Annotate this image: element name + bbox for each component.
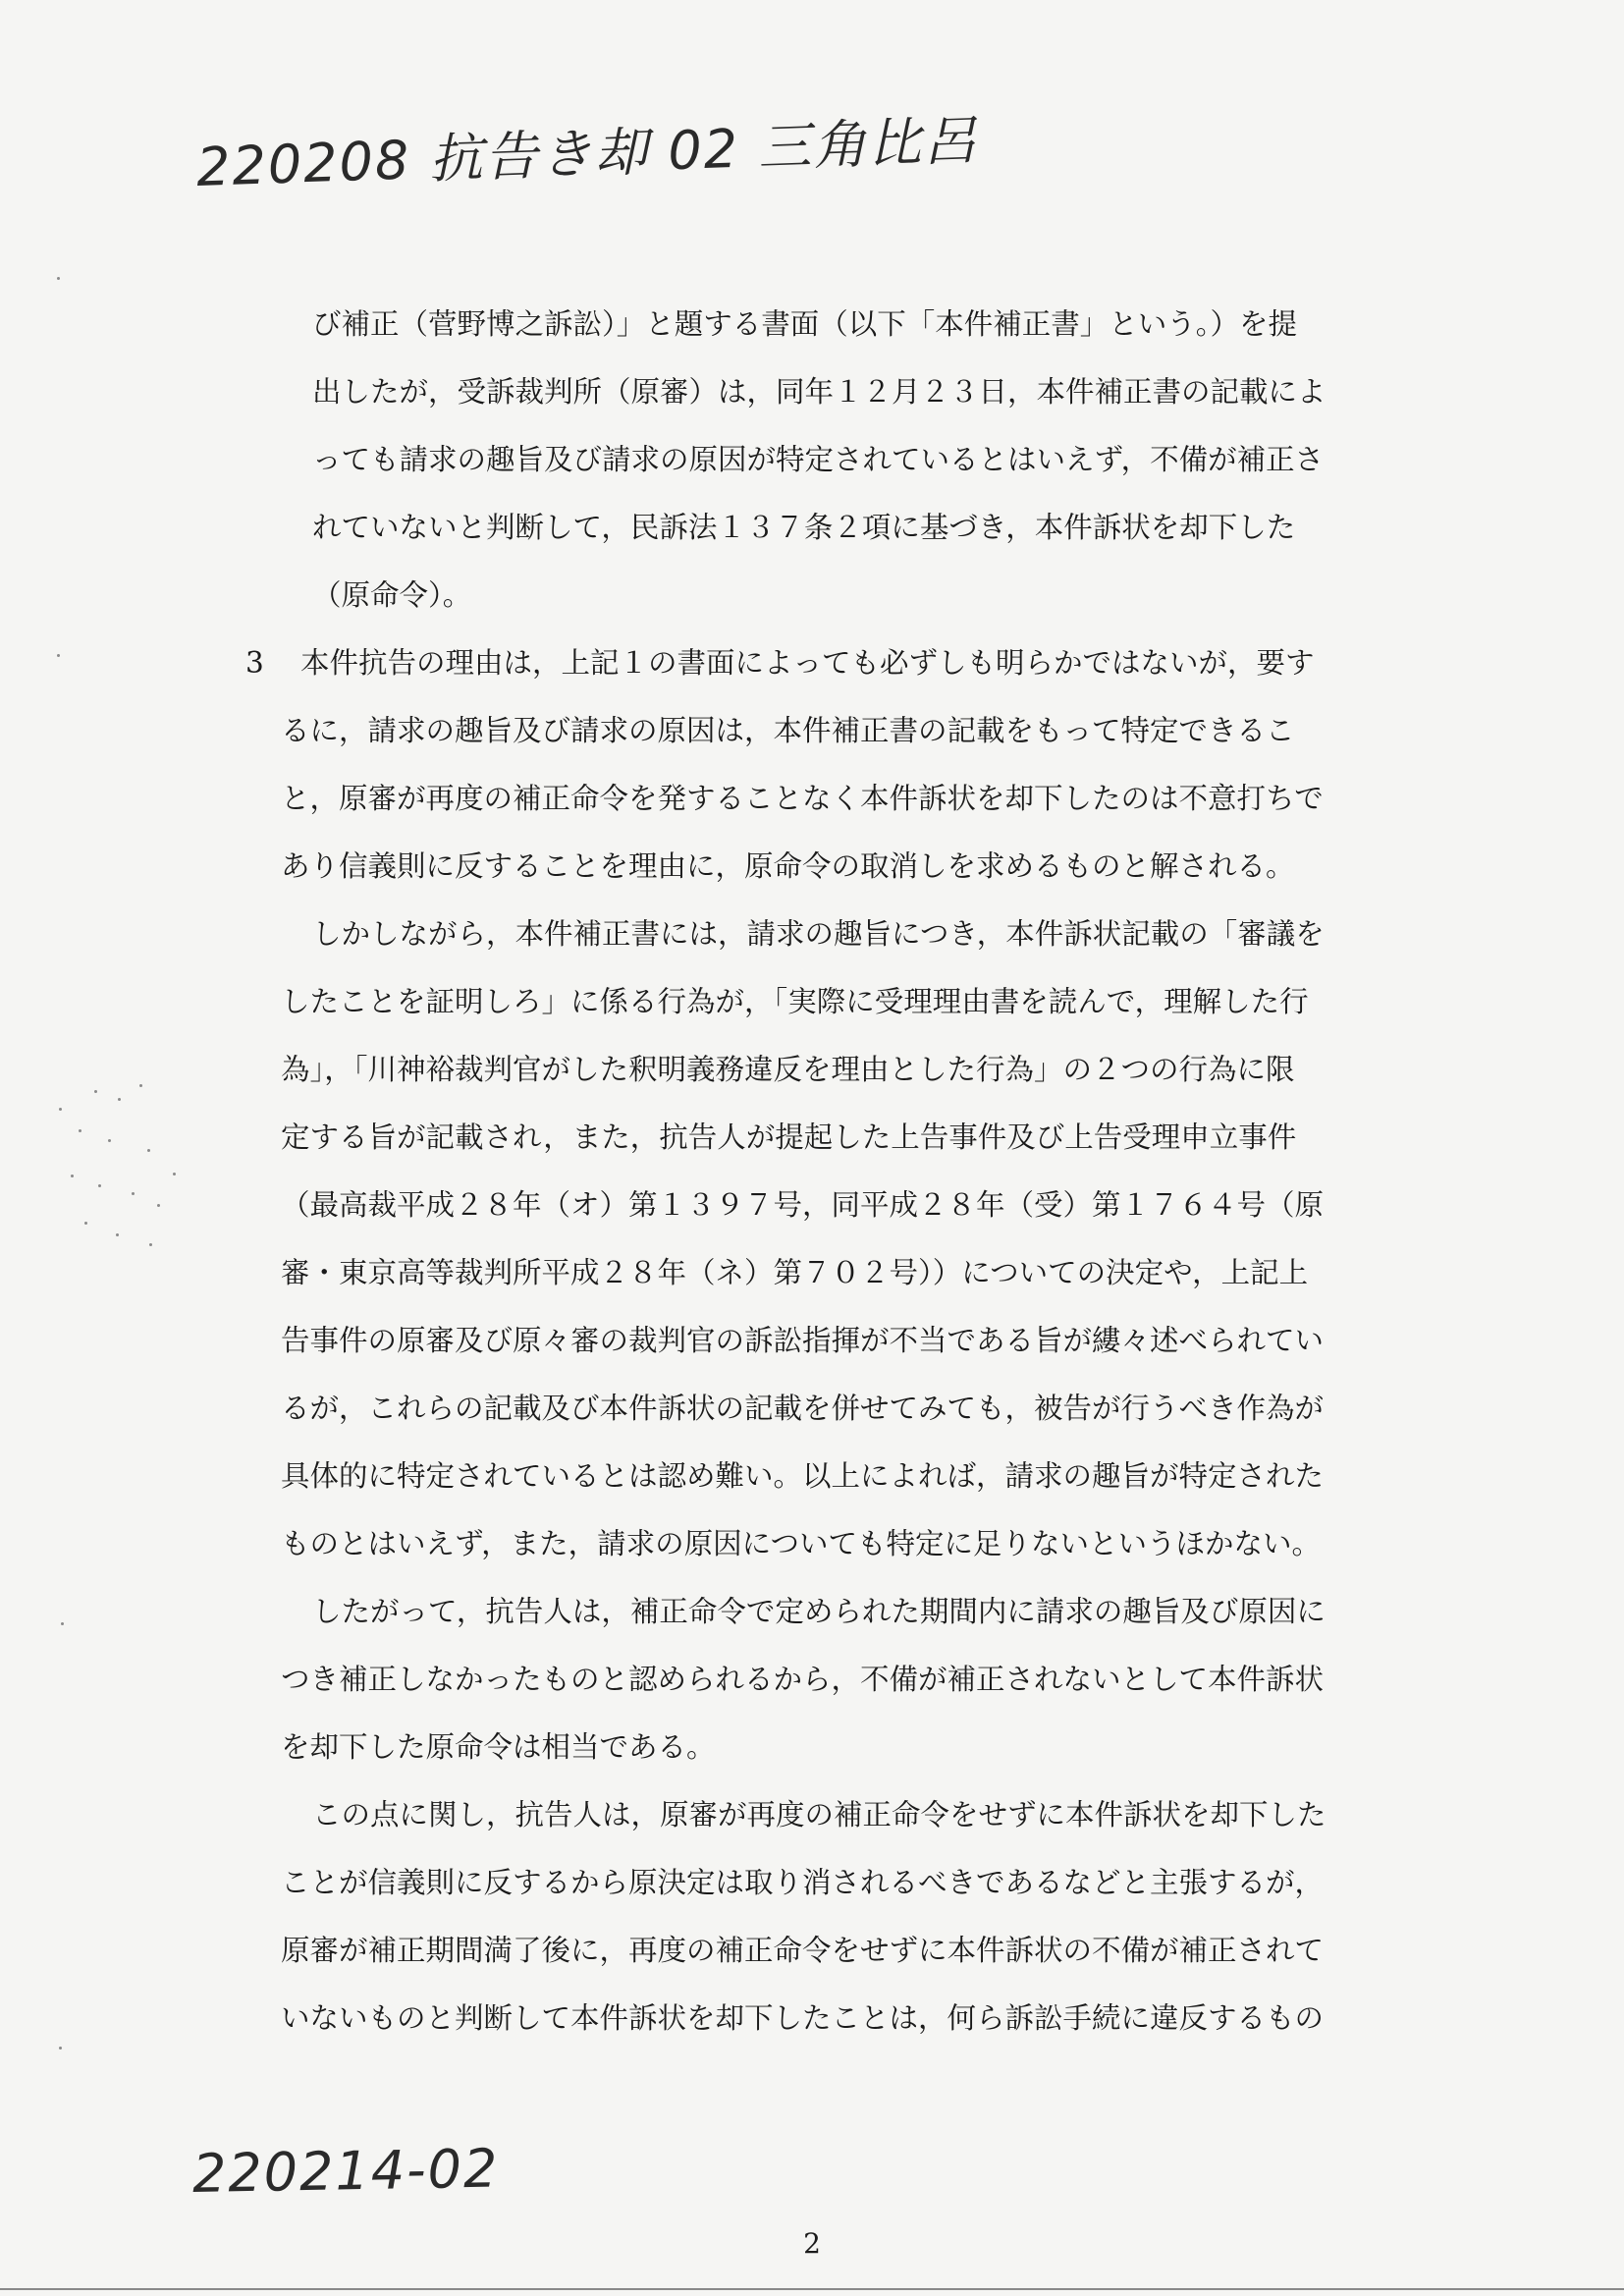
text-line: つき補正しなかったものと認められるから，不備が補正されないとして本件訴状	[281, 1663, 1325, 1696]
text-line: 原審が補正期間満了後に，再度の補正命令をせずに本件訴状の不備が補正されて	[281, 1934, 1325, 1967]
text-line: したことを証明しろ」に係る行為が，「実際に受理理由書を読んで，理解した行	[281, 985, 1309, 1018]
text-line: 審・東京高等裁判所平成２８年（ネ）第７０２号））についての決定や，上記上	[281, 1256, 1309, 1289]
text-line: ことが信義則に反するから原決定は取り消されるべきであるなどと主張するが，	[281, 1866, 1325, 1899]
document-body	[245, 291, 1522, 2052]
text-line: この点に関し，抗告人は，原審が再度の補正命令をせずに本件訴状を却下した	[312, 1798, 1326, 1831]
text-line: したがって，抗告人は，補正命令で定められた期間内に請求の趣旨及び原因に	[312, 1595, 1326, 1628]
section-number: 3	[245, 646, 264, 680]
text-line: 具体的に特定されているとは認め難い。以上によれば，請求の趣旨が特定された	[281, 1459, 1325, 1493]
text-line: しかしながら，本件補正書には，請求の趣旨につき，本件訴状記載の「審議を	[312, 917, 1325, 951]
text-line: っても請求の趣旨及び請求の原因が特定されているとはいえず，不備が補正さ	[312, 443, 1325, 476]
text-line: るが，これらの記載及び本件訴状の記載を併せてみても，被告が行うべき作為が	[281, 1392, 1325, 1425]
text-line: び補正（菅野博之訴訟）」と題する書面（以下「本件補正書」という。）を提	[312, 307, 1298, 341]
handwritten-annotation-top: 220208 抗告き却 02 三角比呂	[195, 109, 980, 198]
text-line: ものとはいえず，また，請求の原因についても特定に足りないというほかない。	[281, 1527, 1322, 1560]
text-line: 為」，「川神裕裁判官がした釈明義務違反を理由とした行為」の２つの行為に限	[281, 1053, 1295, 1086]
text-line: 本件抗告の理由は，上記１の書面によっても必ずしも明らかではないが，要す	[300, 646, 1315, 680]
numbered-line	[245, 629, 1522, 697]
text-line: 出したが，受訴裁判所（原審）は，同年１２月２３日，本件補正書の記載によ	[312, 375, 1326, 409]
text-line: るに，請求の趣旨及び請求の原因は，本件補正書の記載をもって特定できるこ	[281, 714, 1295, 747]
text-line: を却下した原命令は相当である。	[281, 1730, 716, 1764]
page-number: 2	[803, 2227, 821, 2260]
scan-edge	[0, 2288, 1624, 2290]
text-line: 定する旨が記載され，また，抗告人が提起した上告事件及び上告受理申立事件	[281, 1121, 1297, 1154]
text-line: （原命令）。	[312, 578, 472, 612]
text-line: あり信義則に反することを理由に，原命令の取消しを求めるものと解される。	[281, 849, 1295, 883]
text-line: （最高裁平成２８年（オ）第１３９７号，同平成２８年（受）第１７６４号（原	[281, 1188, 1325, 1222]
text-line: と，原審が再度の補正命令を発することなく本件訴状を却下したのは不意打ちで	[281, 782, 1324, 815]
text-line: いないものと判断して本件訴状を却下したことは，何ら訴訟手続に違反するもの	[281, 2001, 1325, 2035]
text-line: れていないと判断して，民訴法１３７条２項に基づき，本件訴状を却下した	[312, 511, 1296, 544]
text-line: 告事件の原審及び原々審の裁判官の訴訟指揮が不当である旨が縷々述べられてい	[281, 1324, 1325, 1357]
handwritten-annotation-bottom: 220214-02	[191, 2137, 500, 2205]
